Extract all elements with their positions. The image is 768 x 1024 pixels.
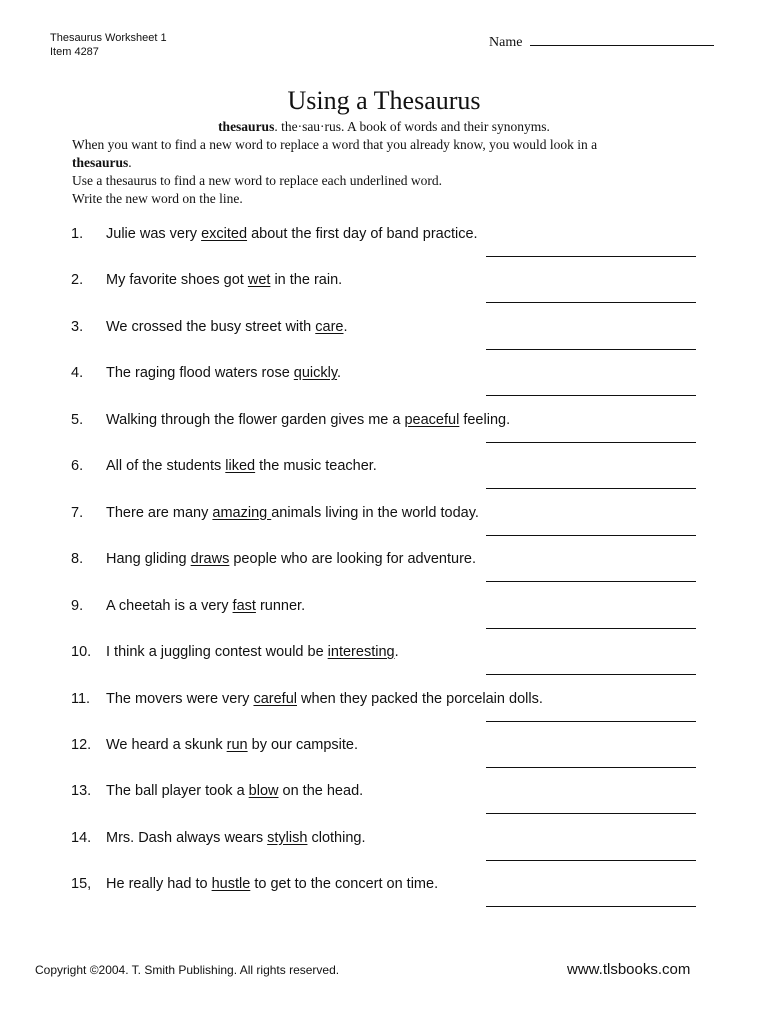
- sentence-end: on the head.: [278, 783, 364, 800]
- item-sentence: [106, 412, 510, 428]
- sentence-end: .: [337, 365, 342, 382]
- sentence-end: .: [343, 318, 348, 335]
- sentence-start: Hang gliding: [106, 551, 191, 568]
- answer-line[interactable]: [486, 349, 696, 350]
- sentence-start: My favorite shoes got: [106, 272, 248, 289]
- sentence-start: We crossed the busy street with: [106, 318, 316, 335]
- sentence-end: the music teacher.: [255, 458, 377, 475]
- sentence-end: people who are looking for adventure.: [229, 551, 477, 568]
- instructions-line-4: Write the new word on the line.: [72, 191, 243, 206]
- sentence-start: A cheetah is a very: [106, 597, 233, 614]
- underlined-word: draws: [190, 551, 230, 568]
- answer-line[interactable]: [486, 767, 696, 768]
- answer-line[interactable]: [486, 906, 696, 907]
- item-number: 8.: [71, 551, 84, 568]
- item-number: 6.: [71, 458, 84, 475]
- sentence-end: about the first day of band practice.: [247, 226, 478, 242]
- item-number: 12.: [71, 736, 92, 753]
- answer-line[interactable]: [486, 860, 696, 861]
- sentence-start: We heard a skunk: [106, 736, 227, 753]
- sentence-start: The raging flood waters rose: [106, 365, 294, 382]
- item-number: 3.: [71, 318, 84, 335]
- item-sentence: [106, 644, 399, 660]
- name-label: Name: [489, 35, 523, 50]
- underlined-word: hustle: [211, 876, 251, 893]
- answer-line[interactable]: [486, 302, 696, 303]
- item-sentence: [106, 226, 478, 242]
- underlined-word: excited: [201, 226, 248, 242]
- item-number: 7.: [71, 504, 84, 521]
- underlined-word: amazing: [212, 504, 272, 521]
- underlined-word: liked: [225, 458, 256, 475]
- item-sentence: [106, 365, 341, 381]
- definition-term: thesaurus: [218, 119, 275, 134]
- answer-line[interactable]: [486, 256, 696, 257]
- item-sentence: [106, 319, 348, 335]
- item-sentence: [106, 505, 479, 521]
- sentence-start: He really had to: [106, 876, 212, 893]
- item-sentence: [106, 691, 543, 707]
- item-number: 10.: [71, 644, 92, 661]
- instructions-line-1: When you want to find a new word to replace a word that you already know, you would look in a: [72, 137, 598, 152]
- item-number: 9.: [71, 597, 84, 614]
- sentence-start: There are many: [106, 504, 213, 521]
- website-link[interactable]: www.tlsbooks.com: [567, 961, 691, 978]
- underlined-word: quickly: [293, 365, 338, 382]
- item-sentence: [106, 783, 363, 799]
- copyright: Copyright ©2004. T. Smith Publishing. All rights reserved.: [35, 963, 340, 977]
- underlined-word: stylish: [267, 829, 308, 846]
- item-number: 14.: [71, 829, 92, 846]
- answer-line[interactable]: [486, 674, 696, 675]
- sentence-end: runner.: [255, 597, 306, 614]
- sentence-end: when they packed the porcelain dolls.: [297, 690, 543, 707]
- sentence-end: by our campsite.: [247, 736, 359, 753]
- definition: [0, 119, 768, 135]
- item-number: 11.: [71, 690, 91, 707]
- answer-line[interactable]: [486, 442, 696, 443]
- sentence-start: The ball player took a: [106, 783, 249, 800]
- item-number: Item 4287: [50, 46, 99, 58]
- underlined-word: run: [226, 736, 248, 753]
- name-field[interactable]: [489, 33, 714, 51]
- sentence-end: to get to the concert on time.: [250, 876, 439, 893]
- item-sentence: [106, 458, 377, 474]
- item-sentence: [106, 551, 476, 567]
- instructions: [72, 136, 712, 208]
- item-sentence: [106, 598, 305, 614]
- sentence-start: All of the students: [106, 458, 226, 475]
- item-number: 1.: [71, 226, 84, 242]
- item-number: 5.: [71, 411, 84, 428]
- sentence-end: feeling.: [459, 411, 511, 428]
- name-line[interactable]: [530, 33, 714, 46]
- sentence-end: in the rain.: [270, 272, 343, 289]
- underlined-word: fast: [232, 597, 256, 614]
- item-number: 4.: [71, 365, 84, 382]
- underlined-word: careful: [253, 690, 297, 707]
- sentence-end: .: [394, 644, 399, 661]
- item-number: 13.: [71, 783, 92, 800]
- sentence-start: I think a juggling contest would be: [106, 644, 328, 661]
- answer-line[interactable]: [486, 395, 696, 396]
- item-sentence: [106, 876, 438, 892]
- item-sentence: [106, 272, 342, 288]
- sentence-start: The movers were very: [106, 690, 254, 707]
- sentence-start: Mrs. Dash always wears: [106, 829, 268, 846]
- sentence-end: animals living in the world today.: [271, 504, 479, 521]
- item-number: 2.: [71, 272, 84, 289]
- answer-line[interactable]: [486, 581, 696, 582]
- answer-line[interactable]: [486, 488, 696, 489]
- item-number: 15,: [71, 876, 92, 893]
- sentence-end: clothing.: [307, 829, 366, 846]
- page-title: Using a Thesaurus: [287, 86, 481, 115]
- answer-line[interactable]: [486, 813, 696, 814]
- underlined-word: care: [315, 318, 344, 335]
- answer-line[interactable]: [486, 628, 696, 629]
- worksheet-title: Thesaurus Worksheet 1: [50, 32, 167, 44]
- answer-line[interactable]: [486, 721, 696, 722]
- sentence-start: Julie was very: [106, 226, 202, 242]
- sentence-start: Walking through the flower garden gives me a: [106, 411, 405, 428]
- underlined-word: peaceful: [404, 411, 460, 428]
- item-sentence: [106, 830, 366, 846]
- worksheet-meta: [50, 31, 167, 59]
- instructions-line-3: Use a thesaurus to find a new word to replace each underlined word.: [72, 173, 442, 188]
- item-sentence: [106, 737, 358, 753]
- underlined-word: blow: [248, 783, 279, 800]
- answer-line[interactable]: [486, 535, 696, 536]
- underlined-word: wet: [247, 272, 271, 289]
- definition-text: . the·sau·rus. A book of words and their synonyms.: [274, 119, 550, 134]
- underlined-word: interesting: [327, 644, 395, 661]
- instructions-line-2: thesaurus.: [72, 155, 132, 170]
